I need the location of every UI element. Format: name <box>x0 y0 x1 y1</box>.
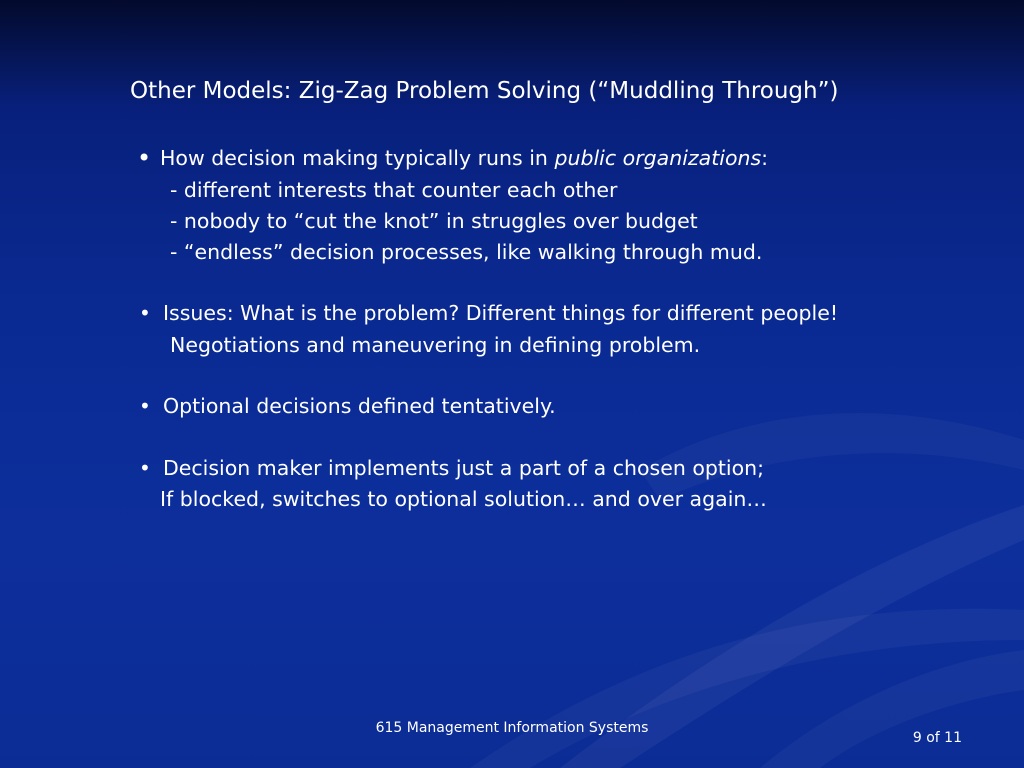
bullet-1-emphasis: public organizations <box>554 146 762 170</box>
bullet-1-text <box>160 146 768 170</box>
slide-title: Other Models: Zig-Zag Problem Solving (“Muddling Through”) <box>130 78 839 104</box>
bullet-1-subitem: - “endless” decision processes, like walking through mud. <box>170 240 763 264</box>
bullet-2-line: Issues: What is the problem? Different things for different people! <box>163 301 839 325</box>
footer-course-title: 615 Management Information Systems <box>375 720 649 736</box>
bullet-4-line: If blocked, switches to optional solution… and over again… <box>160 487 767 511</box>
bullet-marker: • <box>139 301 151 325</box>
bullet-1-subitem: - different interests that counter each other <box>170 178 618 202</box>
bullet-2-line: Negotiations and maneuvering in defining problem. <box>170 333 701 357</box>
bullet-marker: • <box>139 394 151 418</box>
bullet-4-line: Decision maker implements just a part of a chosen option; <box>163 456 765 480</box>
bullet-1-lead: How decision making typically runs in <box>160 146 555 170</box>
page-number: 9 of 11 <box>912 730 962 746</box>
bullet-1-subitem: - nobody to “cut the knot” in struggles over budget <box>170 209 698 233</box>
bullet-marker: • <box>137 144 152 172</box>
bullet-marker: • <box>139 456 151 480</box>
bullet-3-line: Optional decisions defined tentatively. <box>163 394 556 418</box>
bullet-1-tail: : <box>761 146 769 170</box>
